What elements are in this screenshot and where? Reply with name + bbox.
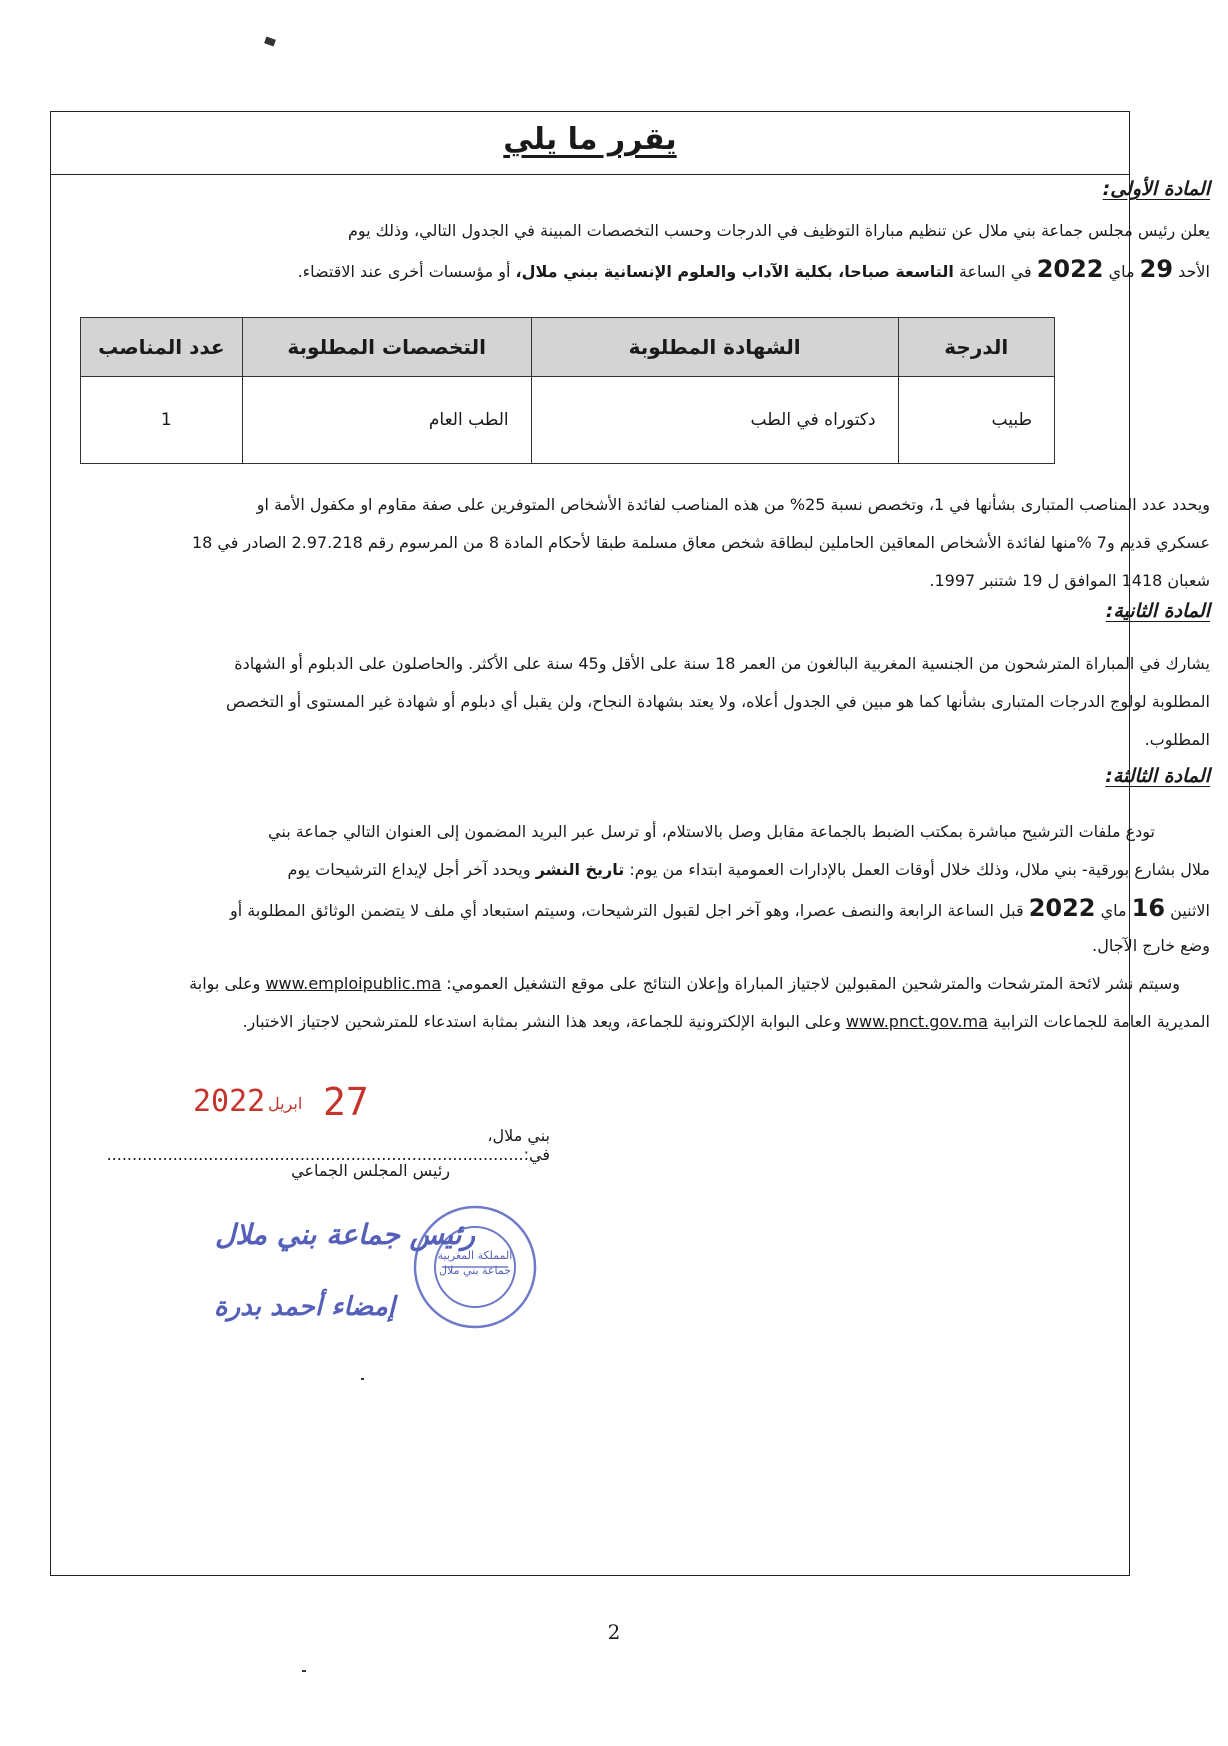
header-specialty: التخصصات المطلوبة	[242, 318, 531, 377]
posts-table	[80, 317, 1055, 464]
publication-portal: وعلى بوابة	[189, 974, 261, 993]
cell-grade: طبيب	[898, 377, 1054, 464]
signature-line-1: رئيس جماعة بني ملال	[215, 1218, 476, 1251]
handwritten-year: 2022	[193, 1084, 266, 1119]
deadline-day-name: الاثنين	[1170, 901, 1210, 920]
article-1-line-2	[40, 250, 1210, 288]
publication-date: تاريخ النشر	[535, 860, 625, 879]
deadline-prefix: ويحدد آخر أجل لإيداع الترشيحات يوم	[287, 860, 531, 879]
quota-line-3: شعبان 1418 الموافق ل 19 شتنبر 1997.	[929, 571, 1210, 590]
article-2-line-1: يشارك في المباراة المترشحون من الجنسية المغربية البالغون من العمر 18 سنة على الأقل و45 سنة على الأكثر. والحاصلون على الدبلوم أو الشهادة	[234, 654, 1210, 673]
article-3-line-2	[80, 851, 1210, 889]
other-venues: أو مؤسسات أخرى عند الاقتضاء.	[297, 262, 511, 281]
cell-diploma: دكتوراه في الطب	[531, 377, 898, 464]
quota-paragraph	[80, 486, 1210, 600]
page-number: 2	[607, 1620, 621, 1644]
exam-day: 29	[1139, 255, 1174, 283]
exam-month: ماي	[1108, 262, 1135, 281]
article-2-line-3: المطلوب.	[1144, 730, 1210, 749]
directorate-name: المديرية العامة للجماعات الترابية	[993, 1012, 1210, 1031]
date-dots: ..................................................................................	[106, 1145, 524, 1164]
article-2-body	[80, 645, 1210, 759]
time-prefix: في الساعة	[958, 262, 1032, 281]
header-posts-count: عدد المناصب	[81, 318, 243, 377]
scan-speck	[302, 1670, 306, 1672]
deadline-month: ماي	[1100, 901, 1127, 920]
place-label: بني ملال، في:	[487, 1126, 550, 1164]
article-3-line-4: وضع خارج الآجال.	[1092, 936, 1210, 955]
article-2-heading: المادة الثانية:	[1105, 600, 1210, 622]
header-diploma: الشهادة المطلوبة	[531, 318, 898, 377]
publication-text: وسيتم نشر لائحة المترشحات والمترشحين المقبولين لاجتياز المباراة وإعلان النتائج على موقع التشغيل العمومي:	[446, 974, 1180, 993]
article-3-body	[80, 813, 1210, 1041]
emploipublic-link[interactable]: www.emploipublic.ma	[265, 974, 442, 993]
article-1-body	[40, 212, 1210, 288]
table-header-row	[81, 318, 1055, 377]
publication-line-2	[80, 1003, 1210, 1041]
publication-notice: وعلى البوابة الإلكترونية للجماعة، ويعد هذا النشر بمثابة استدعاء للمترشحين لاجتياز الاختبار.	[242, 1012, 841, 1031]
day-name: الأحد	[1178, 262, 1210, 281]
publication-line-1	[80, 965, 1210, 1003]
deadline-day: 16	[1131, 894, 1166, 922]
article-2-line-2: المطلوبة لولوج الدرجات المتبارى بشأنها كما هو مبين في الجدول أعلاه، ولا يعتد بشهادة النجاح، ولن يقبل أي دبلوم أو شهادة غير المستوى أو التخصص	[225, 692, 1210, 711]
cell-posts-count: 1	[81, 377, 243, 464]
handwritten-month: ابريل	[268, 1094, 303, 1113]
exam-time-venue: التاسعة صباحا، بكلية الآداب والعلوم الإنسانية ببني ملال،	[515, 262, 954, 281]
decree-title: يقرر ما يلي	[503, 122, 677, 157]
handwritten-day: 27	[323, 1080, 369, 1124]
council-president-title: رئيس المجلس الجماعي	[291, 1161, 450, 1180]
quota-line-1: ويحدد عدد المناصب المتبارى بشأنها في 1، وتخصص نسبة 25% من هذه المناصب لفائدة الأشخاص المتوفرين على صفة مقاوم او مكفول الأمة او	[256, 495, 1210, 514]
article-1-heading: المادة الأولى:	[1102, 178, 1210, 200]
article-3-heading: المادة الثالثة:	[1105, 765, 1210, 787]
signature-line-2: إمضاء أحمد بدرة	[214, 1292, 395, 1322]
table-row	[81, 377, 1055, 464]
deadline-terms: قبل الساعة الرابعة والنصف عصرا، وهو آخر اجل لقبول الترشيحات، وسيتم استبعاد أي ملف لا يتضمن الوثائق المطلوبة أو	[230, 901, 1024, 920]
stamp-text: المملكة المغربية جماعة بني ملال	[437, 1249, 513, 1277]
handwritten-date	[193, 1072, 383, 1132]
cell-specialty: الطب العام	[242, 377, 531, 464]
signature-place-line	[106, 1126, 550, 1164]
pnct-link[interactable]: www.pnct.gov.ma	[845, 1012, 988, 1031]
header-grade: الدرجة	[898, 318, 1054, 377]
article-1-line-1: يعلن رئيس مجلس جماعة بني ملال عن تنظيم مباراة التوظيف في الدرجات وحسب التخصصات المبينة في الجدول التالي، وذلك يوم	[347, 221, 1210, 240]
submission-period: ملال بشارع بورقية- بني ملال، وذلك خلال أوقات العمل بالإدارات العمومية ابتداء من يوم:	[629, 860, 1210, 879]
deadline-year: 2022	[1028, 894, 1096, 922]
exam-year: 2022	[1036, 255, 1104, 283]
scan-speck	[361, 1378, 364, 1380]
title-band	[51, 112, 1129, 175]
article-3-line-3	[80, 889, 1210, 927]
article-3-line-1: تودع ملفات الترشيح مباشرة بمكتب الضبط بالجماعة مقابل وصل بالاستلام، أو ترسل عبر البريد المضمون إلى العنوان التالي جماعة بني	[268, 822, 1155, 841]
quota-line-2: عسكري قديم و7 %منها لفائدة الأشخاص المعاقين الحاملين لبطاقة شخص معاق مسلمة طبقا لأحكام المادة 8 من المرسوم رقم 2.97.218 الصادر في 18	[191, 533, 1210, 552]
scan-speck	[264, 37, 276, 47]
